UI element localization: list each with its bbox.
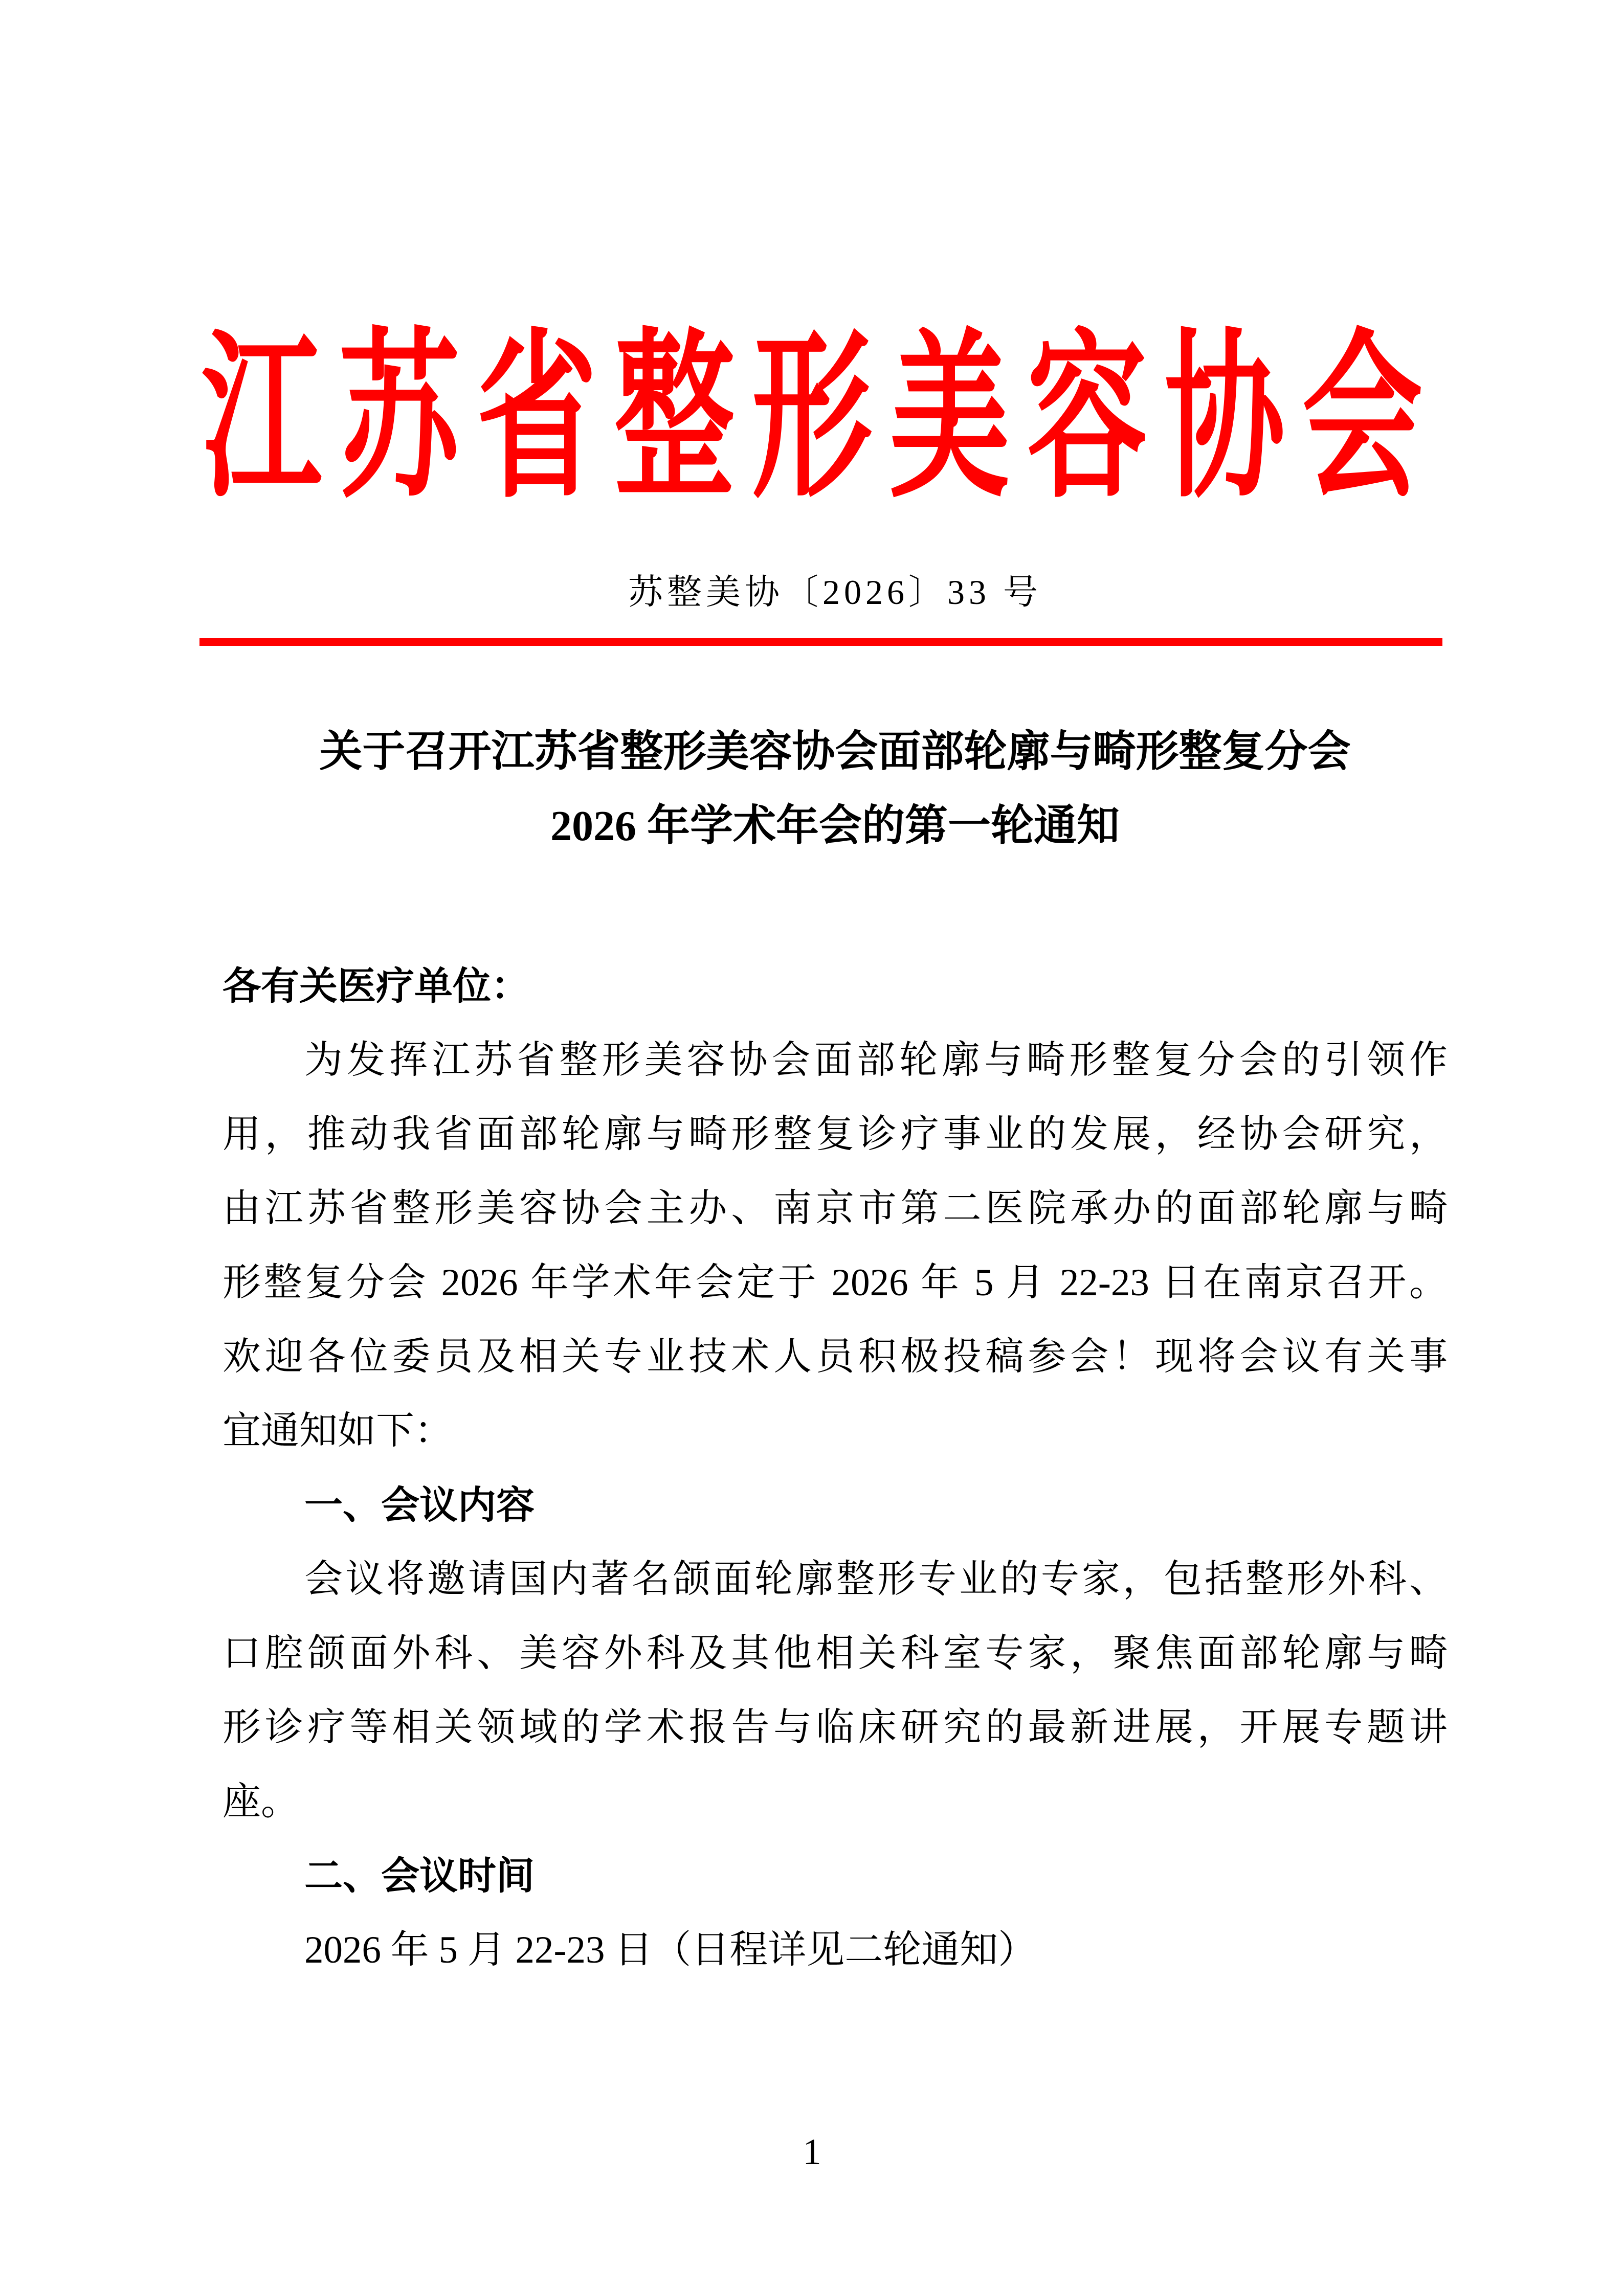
body-line: 用，推动我省面部轮廓与畸形整复诊疗事业的发展，经协会研究， (223, 1113, 1448, 1156)
body-line: 一、会议内容 (304, 1483, 535, 1526)
body-line: 会议将邀请国内著名颌面轮廓整形专业的专家，包括整形外科、 (304, 1558, 1448, 1601)
body-line: 欢迎各位委员及相关专业技术人员积极投稿参会！现将会议有关事 (223, 1336, 1448, 1378)
document-title (223, 715, 1448, 863)
body-line: 由江苏省整形美容协会主办、南京市第二医院承办的面部轮廓与畸 (223, 1187, 1448, 1230)
page-number: 1 (803, 2131, 821, 2172)
body-line: 二、会议时间 (304, 1854, 535, 1897)
document-title-line1: 关于召开江苏省整形美容协会面部轮廓与畸形整复分会 (319, 728, 1351, 776)
body-line: 各有关医疗单位： (223, 964, 530, 1007)
masthead-title: 江苏省整形美容协会 (202, 319, 1440, 519)
body-line: 形诊疗等相关领域的学术报告与临床研究的最新进展，开展专题讲 (223, 1706, 1448, 1749)
document-body (223, 949, 1448, 1987)
body-line: 2026 年 5 月 22-23 日（日程详见二轮通知） (304, 1929, 1037, 1971)
masthead (0, 319, 1624, 519)
body-line: 为发挥江苏省整形美容协会面部轮廓与畸形整复分会的引领作 (304, 1039, 1448, 1082)
document-title-line2: 2026 年学术年会的第一轮通知 (550, 802, 1120, 850)
body-line: 座。 (223, 1781, 300, 1823)
body-line: 宜通知如下： (223, 1410, 453, 1452)
body-line: 口腔颌面外科、美容外科及其他相关科室专家，聚焦面部轮廓与畸 (223, 1632, 1448, 1675)
doc-reference-number: 苏整美协〔2026〕33 号 (628, 573, 1042, 612)
body-line: 形整复分会 2026 年学术年会定于 2026 年 5 月 22-23 日在南京召开。 (223, 1262, 1448, 1304)
red-divider-rule (199, 638, 1442, 646)
